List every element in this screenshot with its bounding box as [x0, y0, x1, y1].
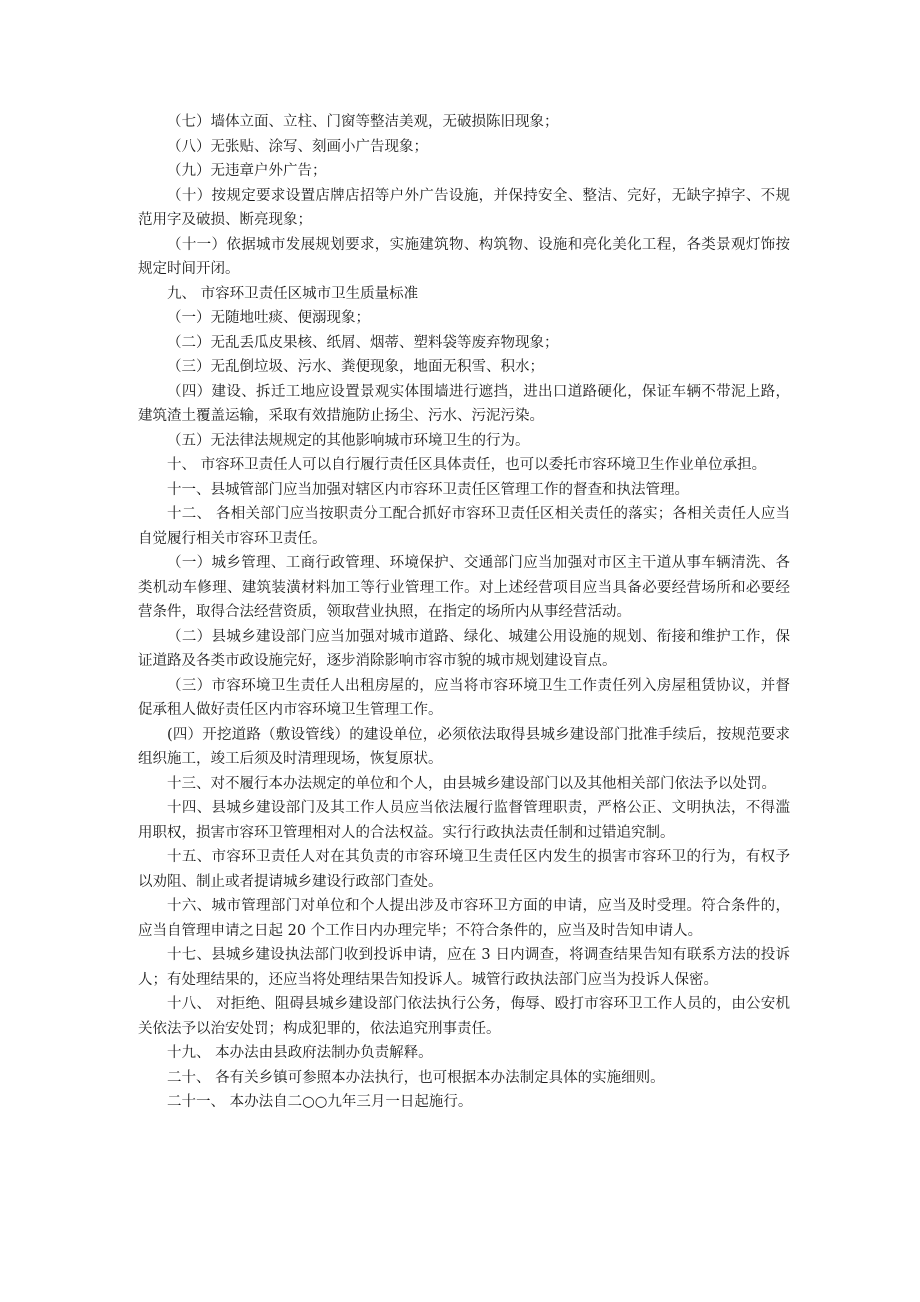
article-17: 十七、县城乡建设执法部门收到投诉申请，应在 3 日内调查，将调查结果告知有联系方法的投诉人；有处理结果的，还应当将处理结果告知投诉人。城管行政执法部门应当为投诉人保密。	[138, 947, 790, 988]
section-9-item-5: （五）无法律法规规定的其他影响城市环境卫生的行为。	[167, 432, 530, 449]
article-10: 十、 市容环卫责任人可以自行履行责任区具体责任，也可以委托市容环境卫生作业单位承担。	[167, 457, 767, 473]
article-13: 十三、对不履行本办法规定的单位和个人，由县城乡建设部门以及其他相关部门依法予以处罚。	[167, 775, 776, 792]
section-9-heading: 九、 市容环卫责任区城市卫生质量标准	[167, 285, 419, 302]
article-16: 十六、城市管理部门对单位和个人提出涉及市容环卫方面的申请，应当及时受理。符合条件的，应当自管理申请之日起 20 个工作日内办理完毕；不符合条件的，应当及时告知申请人。	[138, 898, 790, 939]
article-14: 十四、县城乡建设部门及其工作人员应当依法履行监督管理职责，严格公正、文明执法，不得滥用职权，损害市容环卫管理相对人的合法权益。实行行政执法责任制和过错追究制。	[138, 800, 790, 841]
article-15: 十五、市容环卫责任人对在其负责的市容环境卫生责任区内发生的损害市容环卫的行为，有权予以劝阻、制止或者提请城乡建设行政部门查处。	[138, 849, 790, 890]
section-9-item-1: （一）无随地吐痰、便溺现象；	[167, 310, 370, 326]
article-21: 二十一、 本办法自二○○九年三月一日起施行。	[167, 1094, 473, 1110]
article-12: 十二、 各相关部门应当按职责分工配合抓好市容环卫责任区相关责任的落实；各相关责任人应当自觉履行相关市容环卫责任。	[138, 506, 790, 547]
section-9-item-3: （三）无乱倒垃圾、污水、粪便现象，地面无积雪、积水；	[167, 359, 544, 375]
article-12-item-3: （三）市容环境卫生责任人出租房屋的，应当将市容环境卫生工作责任列入房屋租赁协议，并督促承租人做好责任区内市容环境卫生管理工作。	[138, 677, 790, 718]
section-9-item-2: （二）无乱丢瓜皮果核、纸屑、烟蒂、塑料袋等废弃物现象；	[167, 334, 559, 351]
article-18: 十八、 对拒绝、阻碍县城乡建设部门依法执行公务，侮辱、殴打市容环卫工作人员的，由公安机关依法予以治安处罚；构成犯罪的，依法追究刑事责任。	[138, 996, 790, 1037]
paragraph-9: （九）无违章户外广告；	[167, 163, 327, 179]
article-12-item-2: （二）县城乡建设部门应当加强对城市道路、绿化、城建公用设施的规划、衔接和维护工作，保证道路及各类市政设施完好，逐步消除影响市容市貌的城市规划建设盲点。	[138, 628, 790, 669]
paragraph-10: （十）按规定要求设置店牌店招等户外广告设施，并保持安全、整洁、完好，无缺字掉字、不规范用字及破损、断亮现象；	[138, 187, 790, 228]
article-12-item-4: (四）开挖道路（敷设管线）的建设单位，必须依法取得县城乡建设部门批准手续后，按规范要求组织施工，竣工后须及时清理现场，恢复原状。	[138, 726, 790, 767]
paragraph-8: （八）无张贴、涂写、刻画小广告现象；	[167, 138, 428, 155]
paragraph-11: （十一）依据城市发展规划要求，实施建筑物、构筑物、设施和亮化美化工程，各类景观灯饰按规定时间开闭。	[138, 236, 790, 277]
article-12-item-1: （一）城乡管理、工商行政管理、环境保护、交通部门应当加强对市区主干道从事车辆清洗、各类机动车修理、建筑装潢材料加工等行业管理工作。对上述经营项目应当具备必要经营场所和必要经营条件，取得合法经营资质，领取营业执照，在指定的场所内从事经营活动。	[138, 555, 790, 620]
document-body	[138, 110, 790, 1115]
section-9-item-4: （四）建设、拆迁工地应设置景观实体围墙进行遮挡，进出口道路硬化，保证车辆不带泥上路，建筑渣土覆盖运输，采取有效措施防止扬尘、污水、污泥污染。	[138, 383, 790, 424]
article-11: 十一、县城管部门应当加强对辖区内市容环卫责任区管理工作的督查和执法管理。	[167, 481, 689, 498]
paragraph-7: （七）墙体立面、立柱、门窗等整洁美观，无破损陈旧现象；	[167, 114, 559, 130]
article-20: 二十、 各有关乡镇可参照本办法执行，也可根据本办法制定具体的实施细则。	[167, 1069, 665, 1086]
article-19: 十九、 本办法由县政府法制办负责解释。	[167, 1045, 433, 1061]
